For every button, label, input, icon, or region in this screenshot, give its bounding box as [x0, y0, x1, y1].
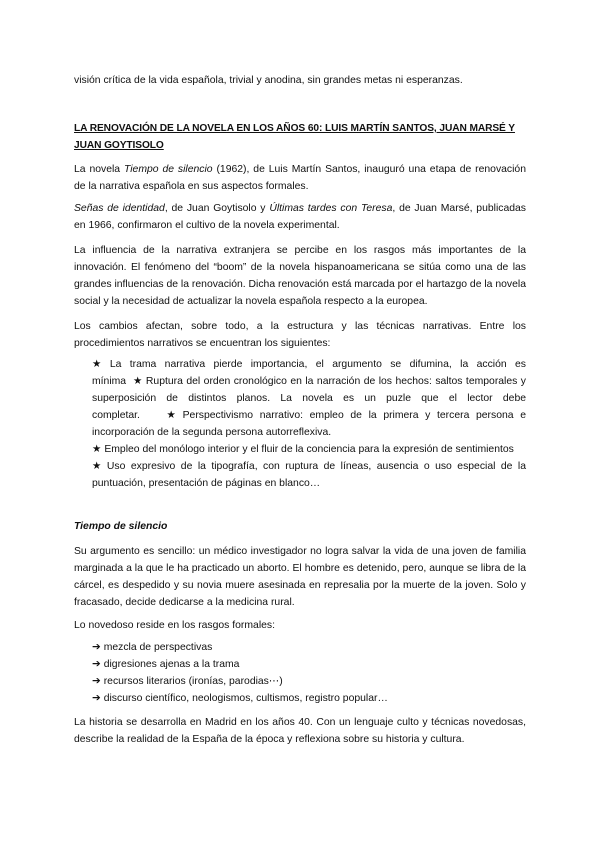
technique-text-2: Ruptura del orden cronológico en la narración de los hechos: saltos temporales y superposición de distintos planos. La novela es un puzle que el lector debe completar. [92, 376, 526, 421]
technique-text-4: Empleo del monólogo interior y el fluir de la conciencia para la expresión de sentimientos [104, 444, 514, 455]
technique-list [74, 356, 526, 492]
list-item [92, 690, 526, 707]
arrow-right-icon: ➔ [92, 659, 101, 670]
feature-text: recursos literarios (ironías, parodias⋯) [103, 676, 283, 687]
star-icon: ★ [92, 461, 104, 472]
paragraph-6: Lo novedoso reside en los rasgos formales: [74, 620, 275, 631]
subheading-tiempo-de-silencio: Tiempo de silencio [74, 521, 168, 532]
star-icon: ★ [92, 359, 107, 370]
paragraph-3: La influencia de la narrativa extranjera se percibe en los rasgos más importantes de la innovación. El fenómeno del “boom” de la novela hispanoamericana se sitúa como una de las grandes influencias de la renovación. Dicha renovación está marcada por el hartazgo de la novela social y la necesidad de actualizar la novela española respecto a la europea. [74, 245, 526, 307]
arrow-right-icon: ➔ [92, 676, 101, 687]
paragraph-5: Su argumento es sencillo: un médico investigador no logra salvar la vida de una joven de familia marginada a la que le ha practicado un aborto. El hombre es detenido, pero, aunque se libra de la cárcel, es despedido y su novia muere asesinada en represalia por la muerte de la joven. Solo y fracasado, decide dedicarse a la medicina rural. [74, 546, 526, 608]
feature-text: mezcla de perspectivas [103, 642, 213, 653]
arrow-right-icon: ➔ [92, 693, 101, 704]
intro-line: visión crítica de la vida española, trivial y anodina, sin grandes metas ni esperanzas. [74, 75, 463, 86]
arrow-right-icon: ➔ [92, 642, 101, 653]
technique-text-5: Uso expresivo de la tipografía, con ruptura de líneas, ausencia o uso especial de la puntuación, presentación de páginas en blanco… [92, 461, 526, 489]
list-item [92, 639, 526, 656]
paragraph-1 [74, 161, 526, 195]
technique-text-3: Perspectivismo narrativo: empleo de la primera y tercera persona e incorporación de la segunda persona autorreflexiva. [92, 410, 526, 438]
p1-text-a: La novela [74, 164, 124, 175]
formal-features-list [74, 639, 526, 707]
paragraph-2 [74, 200, 526, 234]
technique-item [92, 356, 526, 441]
list-item [92, 656, 526, 673]
p2-book-title-2: Últimas tardes con Teresa [269, 203, 393, 214]
star-icon: ★ [92, 444, 102, 455]
technique-item [92, 458, 526, 492]
paragraph-4: Los cambios afectan, sobre todo, a la estructura y las técnicas narrativas. Entre los procedimientos narrativos se encuentran los siguientes: [74, 321, 526, 349]
technique-text-1: La trama narrativa pierde importancia, el argumento se difumina, la acción es mínima [92, 359, 526, 387]
paragraph-7: La historia se desarrolla en Madrid en los años 40. Con un lenguaje culto y técnicas novedosas, describe la realidad de la España de la época y reflexiona sobre su historia y cultura. [74, 717, 526, 745]
p2-text-a: , de Juan Goytisolo y [164, 203, 270, 214]
star-icon: ★ [166, 410, 180, 421]
list-item [92, 673, 526, 690]
p1-book-title: Tiempo de silencio [123, 164, 213, 175]
feature-text: digresiones ajenas a la trama [103, 659, 240, 670]
p2-book-title-1: Señas de identidad [74, 203, 165, 214]
section-heading: LA RENOVACIÓN DE LA NOVELA EN LOS AÑOS 60: LUIS MARTÍN SANTOS, JUAN MARSÉ Y JUAN GOYTISOLO [74, 123, 515, 151]
p2-text-b: , de Juan Marsé, publicadas en 1966, confirmaron el cultivo de la novela experimental. [74, 203, 526, 231]
star-icon: ★ [133, 376, 143, 387]
technique-item [92, 441, 526, 458]
feature-text: discurso científico, neologismos, cultismos, registro popular… [103, 693, 388, 704]
p1-text-b: (1962), de Luis Martín Santos, inauguró una etapa de renovación de la narrativa española en sus aspectos formales. [74, 164, 526, 192]
